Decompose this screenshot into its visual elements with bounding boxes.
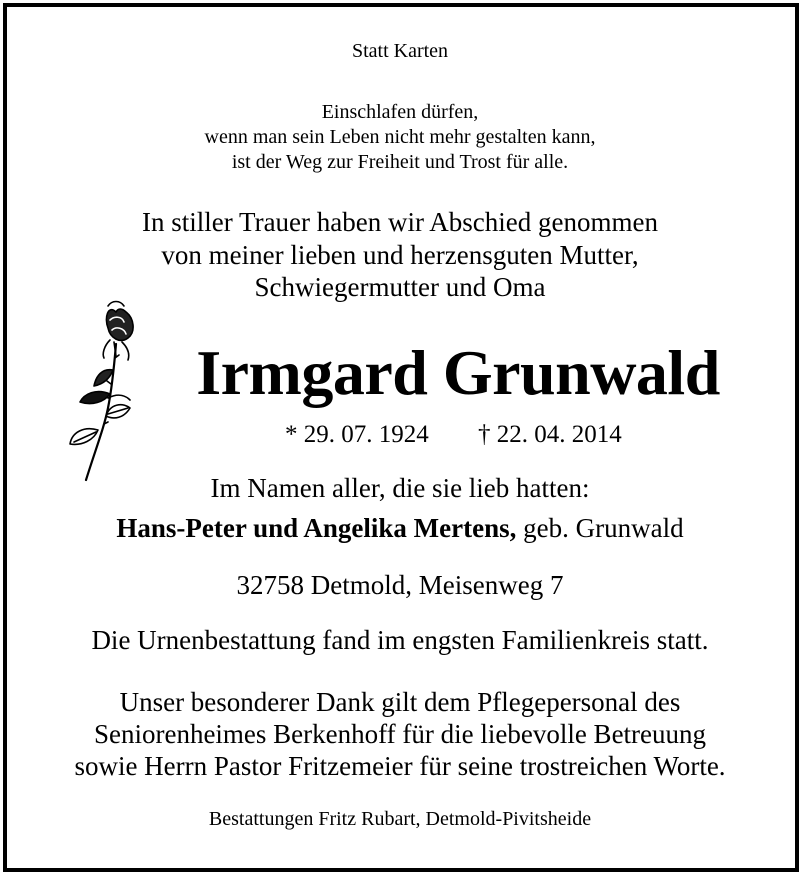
mourners-names: Hans-Peter und Angelika Mertens, [116, 513, 517, 543]
thanks-line-2: Seniorenheimes Berkenhoff für die liebevolle Betreuung [93, 719, 707, 749]
statt-karten: Statt Karten [351, 40, 449, 62]
intro-line-2: von meiner lieben und herzensguten Mutter, [161, 240, 639, 270]
birth-date: * 29. 07. 1924 [285, 421, 429, 448]
thanks-line-3: sowie Herrn Pastor Fritzemeier für seine trostreichen Worte. [74, 751, 726, 781]
verse-line-3: ist der Weg zur Freiheit und Trost für alle. [231, 151, 569, 173]
maiden-name: geb. Grunwald [523, 513, 684, 543]
thanks-line-1: Unser besonderer Dank gilt dem Pflegepersonal des [119, 687, 681, 717]
verse-line-1: Einschlafen dürfen, [321, 101, 479, 123]
verse-line-2: wenn man sein Leben nicht mehr gestalten kann, [204, 126, 596, 148]
address: 32758 Detmold, Meisenweg 7 [236, 570, 564, 600]
mourners-intro: Im Namen aller, die sie lieb hatten: [210, 473, 590, 503]
mourners-line [0, 513, 800, 544]
burial-note: Die Urnenbestattung fand im engsten Familienkreis statt. [91, 625, 709, 655]
intro-line-1: In stiller Trauer haben wir Abschied genommen [142, 207, 658, 237]
death-date: † 22. 04. 2014 [478, 421, 622, 448]
intro-line-3: Schwiegermutter und Oma [254, 272, 546, 302]
deceased-name: Irmgard Grunwald [196, 337, 720, 408]
undertaker: Bestattungen Fritz Rubart, Detmold-Pivitsheide [208, 808, 592, 830]
